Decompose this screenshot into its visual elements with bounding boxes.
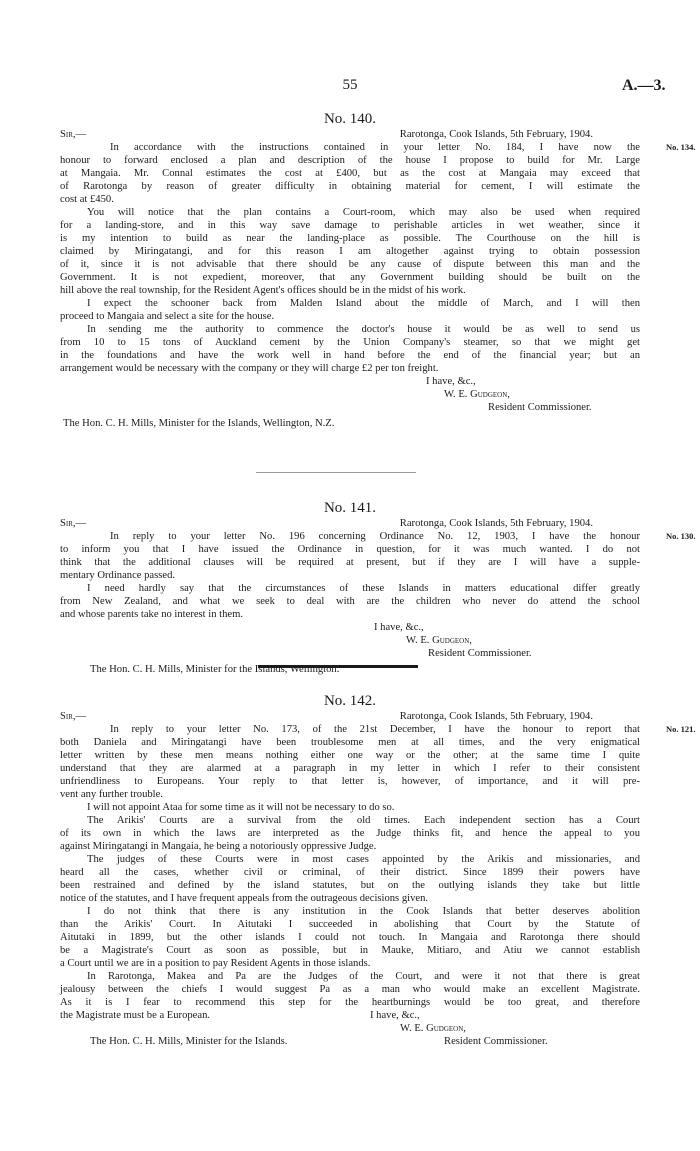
body-line: heard all the cases, whether civil or criminal, of their district. Since 1899 their powers have [60, 867, 640, 878]
body-line: The judges of these Courts were in most cases appointed by the Arikis and missionaries, and [87, 854, 640, 865]
document-code: A.—3. [622, 77, 666, 94]
section-divider-heavy [258, 665, 418, 668]
body-line: In Rarotonga, Makea and Pa are the Judges of the Court, and were it not that there is great [87, 971, 640, 982]
body-line: In reply to your letter No. 196 concerning Ordinance No. 12, 1903, I have the honour No. 130. [110, 531, 696, 542]
body-line: unfriendliness to Europeans. Your reply to that letter is, however, of importance, and it will pre- [60, 776, 640, 787]
body-line: claimed by Miringatangi, and for this reason I am altogether against trying to obtain possession [60, 246, 640, 257]
signer-title-line [60, 401, 640, 414]
margin-reference: No. 130. [666, 531, 696, 541]
salutation: Sir,— [60, 518, 87, 529]
closing-line [60, 621, 640, 634]
signer-title: Resident Commissioner. [428, 648, 532, 659]
closing: I have, &c., [426, 376, 476, 387]
body-line: Government. It is not expedient, moreover, that any Government building should be built on the [60, 272, 640, 283]
closing: I have, &c., [374, 622, 424, 633]
letter-number: No. 141. [323, 500, 377, 516]
body-line: In reply to your letter No. 173, of the 21st December, I have the honour to report that No. 121. [110, 724, 696, 735]
salutation-line [60, 710, 640, 723]
closing-line [60, 375, 640, 388]
body-line: against Miringatangi in Mangaia, he being a notoriously oppressive Judge. [60, 841, 377, 852]
signer-title: Resident Commissioner. [444, 1036, 548, 1047]
body-line: cost at £450. [60, 194, 114, 205]
addressee: The Hon. C. H. Mills, Minister for the Islands, Wellington. [90, 664, 340, 675]
body-line: I do not think that there is any institution in the Cook Islands that better deserves abolition [87, 906, 640, 917]
place-date: Rarotonga, Cook Islands, 5th February, 1904. [399, 129, 593, 140]
body-line: think that the additional clauses will be required at present, but if they are I will have a supple- [60, 557, 640, 568]
closing: I have, &c., [370, 1010, 420, 1021]
body-line: proceed to Mangaia and select a site for the house. [60, 311, 275, 322]
body-line: both Daniela and Miringatangi have been troublesome men at all times, and the very enigmatical [60, 737, 640, 748]
body-line: I need hardly say that the circumstances of these Islands in matters educational differ greatly [87, 583, 640, 594]
body-line: I expect the schooner back from Malden Island about the middle of March, and I will then [87, 298, 640, 309]
body-line: I will not appoint Ataa for some time as it will not be necessary to do so. [87, 802, 395, 813]
body-line: to inform you that I have issued the Ordinance in question, for it was much wanted. I do not [60, 544, 640, 555]
body-line-with-closing: the Magistrate must be a European. I have, &c., [60, 1010, 420, 1021]
body-line: in the foundations and have the work well in hand before the end of the financial year; but an [60, 350, 640, 361]
signer-title-line [60, 647, 640, 660]
body-line: at Mangaia. Mr. Connal estimates the cost at £400, but as the cost at Mangaia may exceed that [60, 168, 640, 179]
signer-line [60, 1022, 640, 1035]
body-line: The Arikis' Courts are a survival from the old times. Each independent section has a Court [87, 815, 640, 826]
margin-reference: No. 121. [666, 724, 696, 734]
body-line: and whose parents take no interest in them. [60, 609, 243, 620]
body-line: from New Zealand, and what we seek to deal with are the children who never do attend the school [60, 596, 640, 607]
letter-141 [60, 499, 696, 676]
section-divider [256, 472, 416, 473]
letter-body [60, 530, 696, 621]
salutation: Sir,— [60, 129, 87, 140]
body-line: than the Arikis' Court. In Aitutaki I succeeded in abolishing that Court by the Statute of [60, 919, 640, 930]
addressee: The Hon. C. H. Mills, Minister for the Islands. [90, 1036, 288, 1047]
body-line: As it is I fear to recommend this step for the heartburnings would be too great, and therefore [60, 997, 640, 1008]
margin-reference: No. 134. [666, 142, 696, 152]
signer: W. E. Gudgeon, [400, 1023, 466, 1034]
body-line: of it, since it is not advisable that there should be any cause of dispute between this man and the [60, 259, 640, 270]
body-line: You will notice that the plan contains a Court-room, which may also be used when required [87, 207, 640, 218]
body-line: mentary Ordinance passed. [60, 570, 176, 581]
page-number: 55 [342, 77, 358, 93]
body-line: understand that they are alarmed at a paragraph in my letter in which I refer to their consistent [60, 763, 640, 774]
salutation: Sir,— [60, 711, 87, 722]
body-line: Aitutaki in 1899, but the other islands I could not touch. In Mangaia and Rarotonga there should [60, 932, 640, 943]
addressee: The Hon. C. H. Mills, Minister for the Islands, Wellington, N.Z. [63, 418, 335, 429]
body-line: letter written by these men means nothing either one way or the other; at the same time I quite [60, 750, 640, 761]
body-line: of its own in which the laws are interpreted as the Judge thinks fit, and hence the appeal to you [60, 828, 640, 839]
body-line: for a landing-store, and in this way save damage to perishable articles in wet weather, since it [60, 220, 640, 231]
signer: W. E. Gudgeon, [406, 635, 472, 646]
salutation-line [60, 517, 640, 530]
body-line: notice of the statutes, and I have frequent appeals from the outrageous decisions given. [60, 893, 429, 904]
letter-number: No. 140. [323, 111, 377, 127]
letter-body [60, 141, 696, 375]
body-line: In sending me the authority to commence the doctor's house it would be as well to send us [87, 324, 640, 335]
signer-title: Resident Commissioner. [488, 402, 592, 413]
body-line: hill above the real township, for the Resident Agent's offices should be in the midst of his work. [60, 285, 466, 296]
letter-142 [60, 692, 696, 1048]
signer: W. E. Gudgeon, [444, 389, 510, 400]
body-line: is my intention to build as near the landing-place as possible. The Courthouse on the hill is [60, 233, 640, 244]
addressee-line [60, 1035, 640, 1048]
salutation-line [60, 128, 640, 141]
body-line: be a Magistrate's Court as soon as possible, but in Mauke, Mitiaro, and Atiu we cannot establish [60, 945, 640, 956]
place-date: Rarotonga, Cook Islands, 5th February, 1904. [399, 518, 593, 529]
body-line: been restrained and defined by the island statutes, but on the outlying islands they take but little [60, 880, 640, 891]
body-line: jealousy between the chiefs I would suggest Pa as a man who would make an excellent Magistrate. [60, 984, 640, 995]
addressee-line [60, 417, 640, 430]
signer-line [60, 634, 640, 647]
body-line: a Court until we are in a position to pay Resident Agents in those islands. [60, 958, 371, 969]
body-line: In accordance with the instructions contained in your letter No. 184, I have now the No. 134. [110, 142, 696, 153]
letter-number: No. 142. [323, 693, 377, 709]
body-line: vent any further trouble. [60, 789, 163, 800]
signer-line [60, 388, 640, 401]
body-line: arrangement would be necessary with the company or they will charge £2 per ton freight. [60, 363, 439, 374]
letter-body [60, 723, 696, 1022]
body-line: of Rarotonga by reason of greater difficulty in obtaining material for cement, I will estimate the [60, 181, 640, 192]
place-date: Rarotonga, Cook Islands, 5th February, 1904. [399, 711, 593, 722]
letter-140 [60, 110, 696, 430]
body-line: honour to forward enclosed a plan and description of the house I propose to build for Mr. Large [60, 155, 640, 166]
body-line: from 10 to 15 tons of Auckland cement by the Union Company's steamer, so that we might get [60, 337, 640, 348]
